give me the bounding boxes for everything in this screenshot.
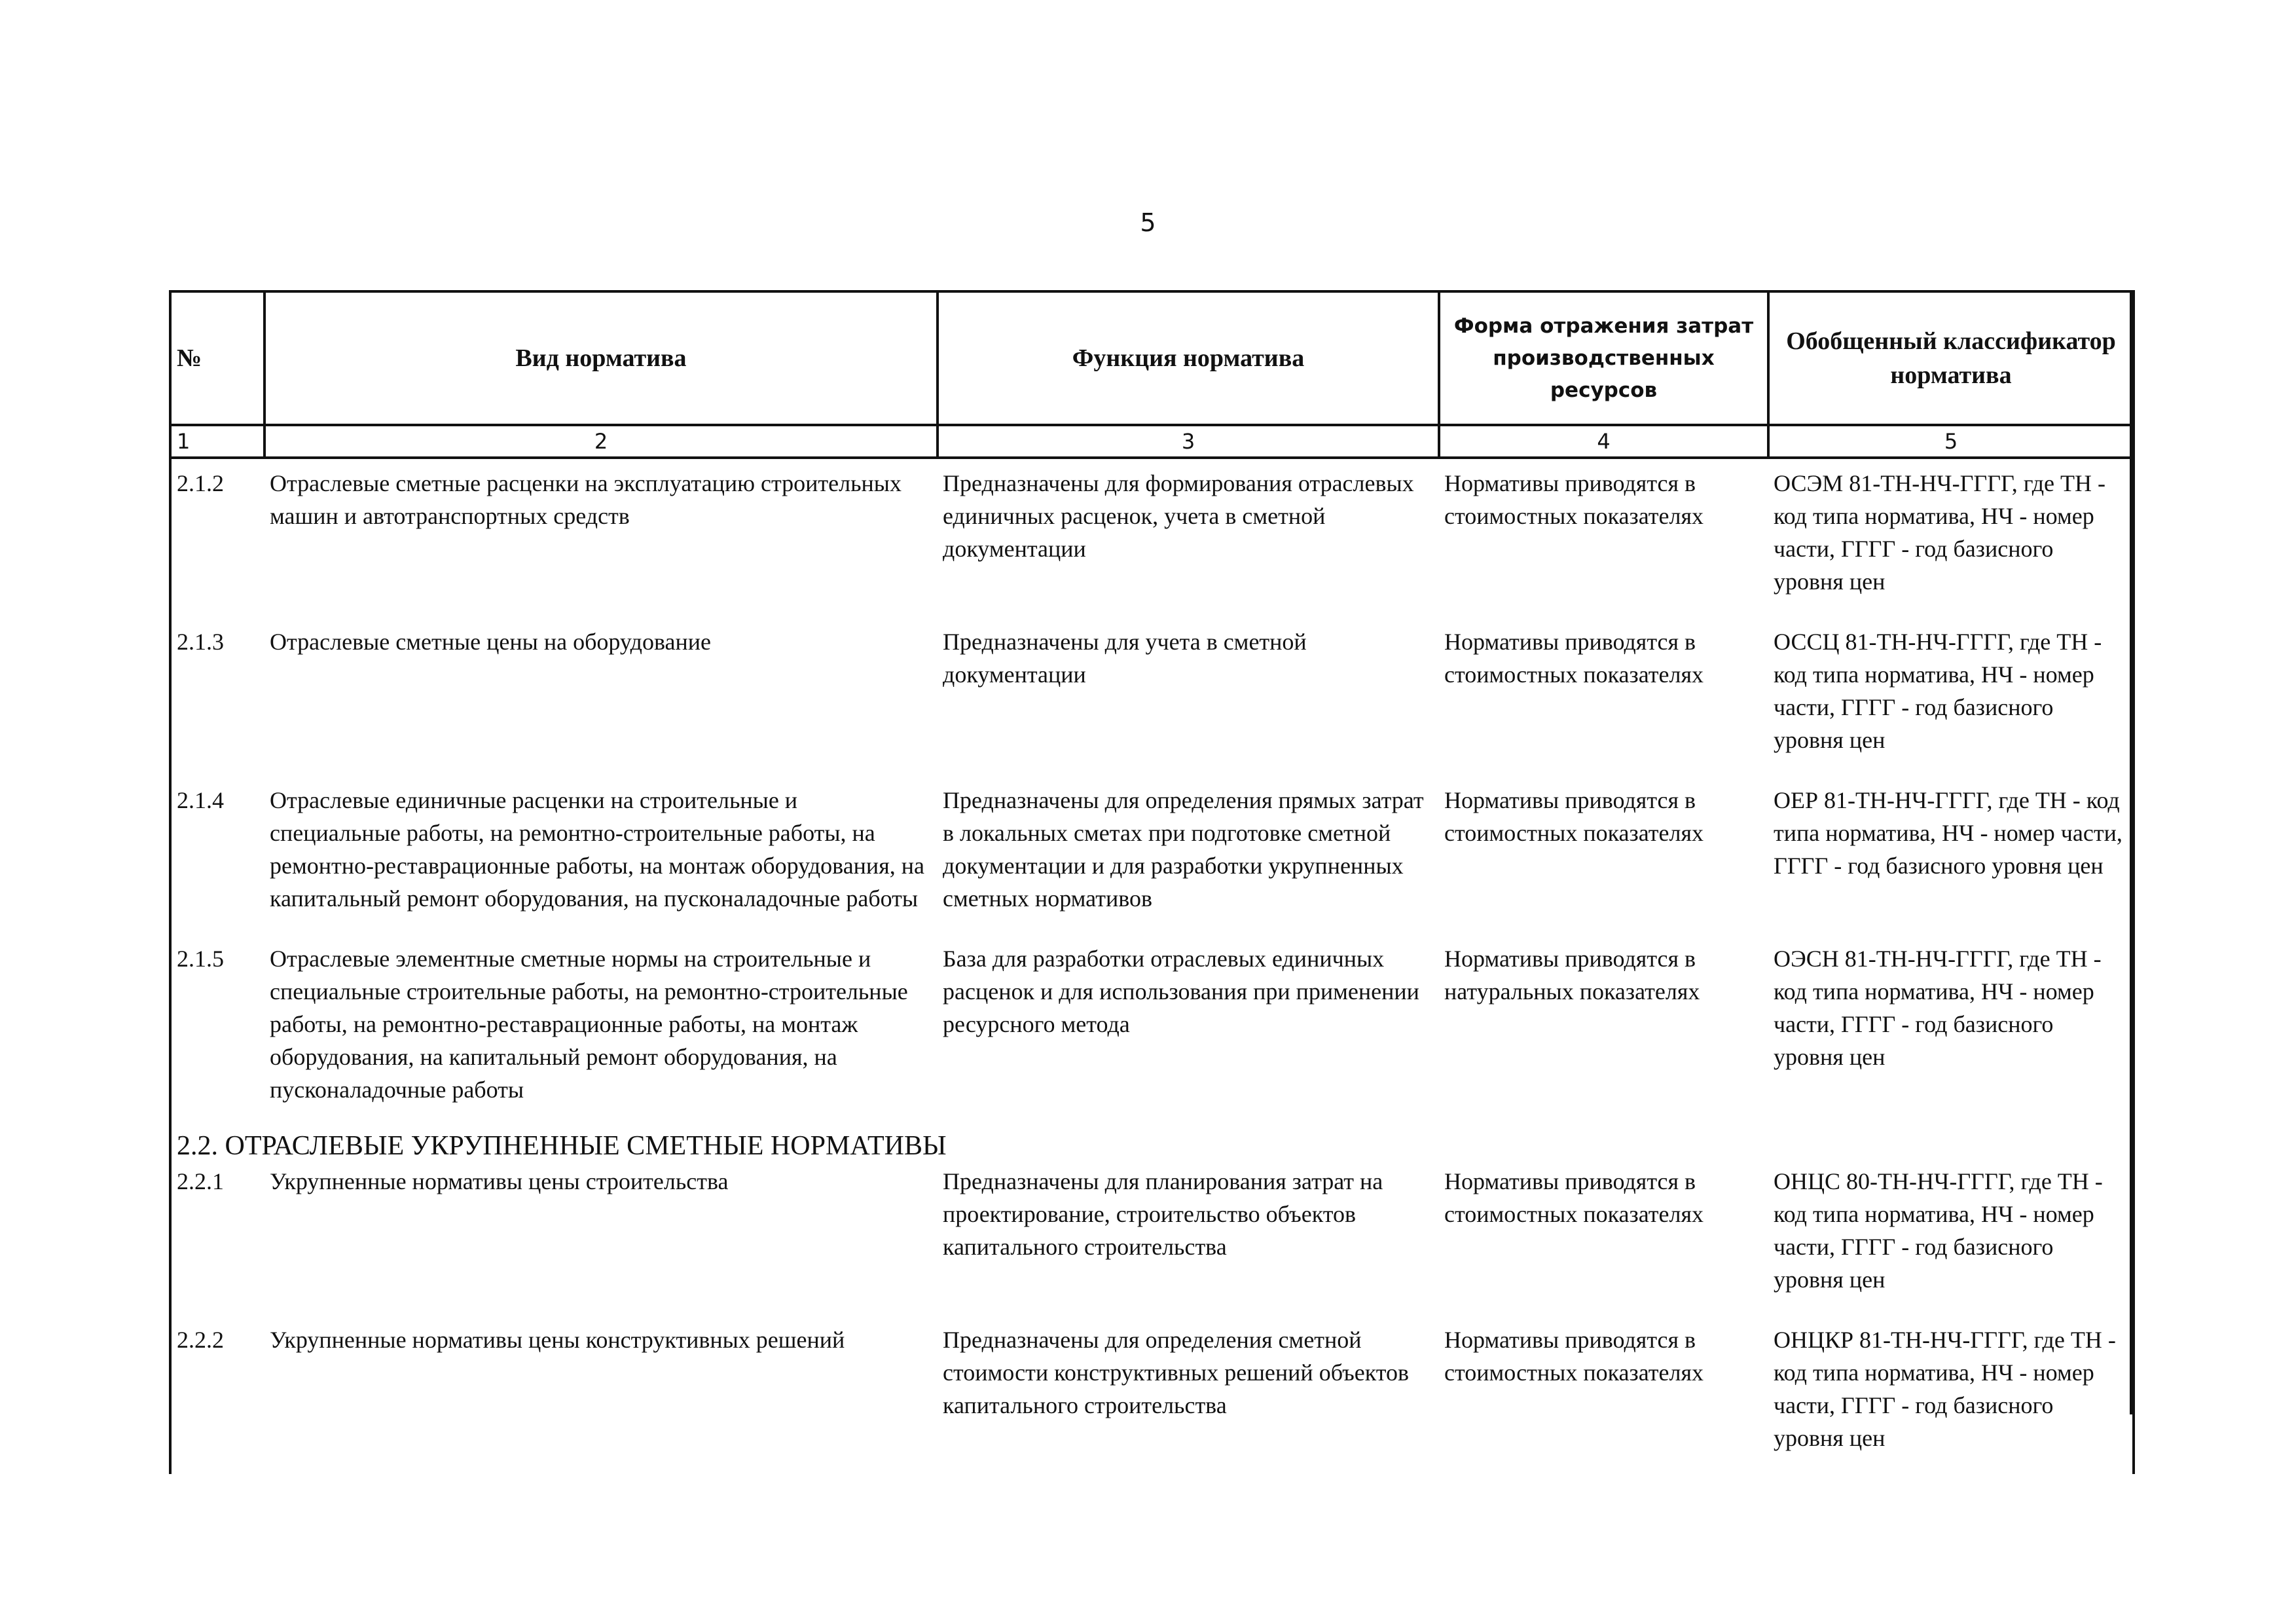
row-number: 2.1.2 [170, 458, 264, 618]
row-number: 2.1.3 [170, 618, 264, 776]
row-function: Предназначены для учета в сметной документации [943, 629, 1307, 688]
column-number: 2 [264, 425, 938, 458]
column-number: 5 [1768, 425, 2134, 458]
row-function: Предназначены для формирования отраслевых единичных расценок, учета в сметной документации [943, 470, 1414, 562]
section-heading: 2.2. ОТРАСЛЕВЫЕ УКРУПНЕННЫЕ СМЕТНЫЕ НОРМАТИВЫ [170, 1126, 2134, 1164]
table-row [170, 1164, 2134, 1316]
row-form: Нормативы приводятся в стоимостных показателях [1444, 629, 1704, 688]
row-classifier: ОСЭМ 81-ТН-НЧ-ГГГГ, где ТН - код типа норматива, НЧ - номер части, ГГГГ - год базисного уровня цен [1768, 458, 2134, 618]
column-numbers-row [170, 425, 2134, 458]
row-number: 2.2.2 [170, 1316, 264, 1474]
header-number: № [170, 291, 264, 425]
table-row [170, 776, 2134, 934]
table-row [170, 618, 2134, 776]
row-form: Нормативы приводятся в натуральных показателях [1444, 946, 1700, 1005]
row-classifier: ОНЦС 80-ТН-НЧ-ГГГГ, где ТН - код типа норматива, НЧ - номер части, ГГГГ - год базисного уровня цен [1768, 1164, 2134, 1316]
row-number: 2.2.1 [170, 1164, 264, 1316]
row-classifier: ОЕР 81-ТН-НЧ-ГГГГ, где ТН - код типа норматива, НЧ - номер части, ГГГГ - год базисного уровня цен [1768, 776, 2134, 934]
table-header-row [170, 291, 2134, 425]
row-kind: Отраслевые сметные расценки на эксплуатацию строительных машин и автотранспортных средств [270, 470, 902, 529]
table-row [170, 458, 2134, 618]
section-row [170, 1126, 2134, 1164]
row-classifier: ОЭСН 81-ТН-НЧ-ГГГГ, где ТН - код типа норматива, НЧ - номер части, ГГГГ - год базисного уровня цен [1768, 934, 2134, 1126]
row-function: Предназначены для определения прямых затрат в локальных сметах при подготовке сметной документации и для разработки укрупненных сметных нормативов [943, 787, 1424, 912]
row-kind: Отраслевые сметные цены на оборудование [270, 629, 711, 655]
row-function: Предназначены для планирования затрат на проектирование, строительство объектов капитального строительства [943, 1168, 1383, 1260]
normatives-table [169, 290, 2135, 1474]
header-form: Форма отражения затрат производственных ресурсов [1439, 291, 1768, 425]
header-function: Функция норматива [938, 291, 1439, 425]
table-row [170, 934, 2134, 1126]
row-classifier: ОНЦКР 81-ТН-НЧ-ГГГГ, где ТН - код типа норматива, НЧ - номер части, ГГГГ - год базисного уровня цен [1768, 1316, 2134, 1474]
row-kind: Укрупненные нормативы цены строительства [270, 1168, 729, 1194]
row-form: Нормативы приводятся в стоимостных показателях [1444, 1327, 1704, 1386]
row-classifier: ОССЦ 81-ТН-НЧ-ГГГГ, где ТН - код типа норматива, НЧ - номер части, ГГГГ - год базисного уровня цен [1768, 618, 2134, 776]
row-number: 2.1.4 [170, 776, 264, 934]
column-number: 1 [170, 425, 264, 458]
row-function: База для разработки отраслевых единичных расценок и для использования при применении ресурсного метода [943, 946, 1419, 1037]
table-row [170, 1316, 2134, 1474]
row-kind: Отраслевые элементные сметные нормы на строительные и специальные строительные работы, на ремонтно-строительные работы, на ремонтно-реставрационные работы, на монтаж оборудования, на капитальный ремонт оборудования, на пусконаладочные работы [270, 946, 908, 1103]
row-form: Нормативы приводятся в стоимостных показателях [1444, 1168, 1704, 1227]
row-kind: Укрупненные нормативы цены конструктивных решений [270, 1327, 845, 1353]
column-number: 3 [938, 425, 1439, 458]
header-classifier: Обобщенный классификатор норматива [1768, 291, 2134, 425]
page-number: 5 [1140, 208, 1156, 237]
row-form: Нормативы приводятся в стоимостных показателях [1444, 470, 1704, 529]
row-function: Предназначены для определения сметной стоимости конструктивных решений объектов капитального строительства [943, 1327, 1409, 1418]
row-kind: Отраслевые единичные расценки на строительные и специальные работы, на ремонтно-строительные работы, на ремонтно-реставрационные работы, на монтаж оборудования, на капитальный ремонт оборудования, на пусконаладочные работы [270, 787, 925, 912]
row-form: Нормативы приводятся в стоимостных показателях [1444, 787, 1704, 846]
row-number: 2.1.5 [170, 934, 264, 1126]
column-number: 4 [1439, 425, 1768, 458]
header-kind: Вид норматива [264, 291, 938, 425]
